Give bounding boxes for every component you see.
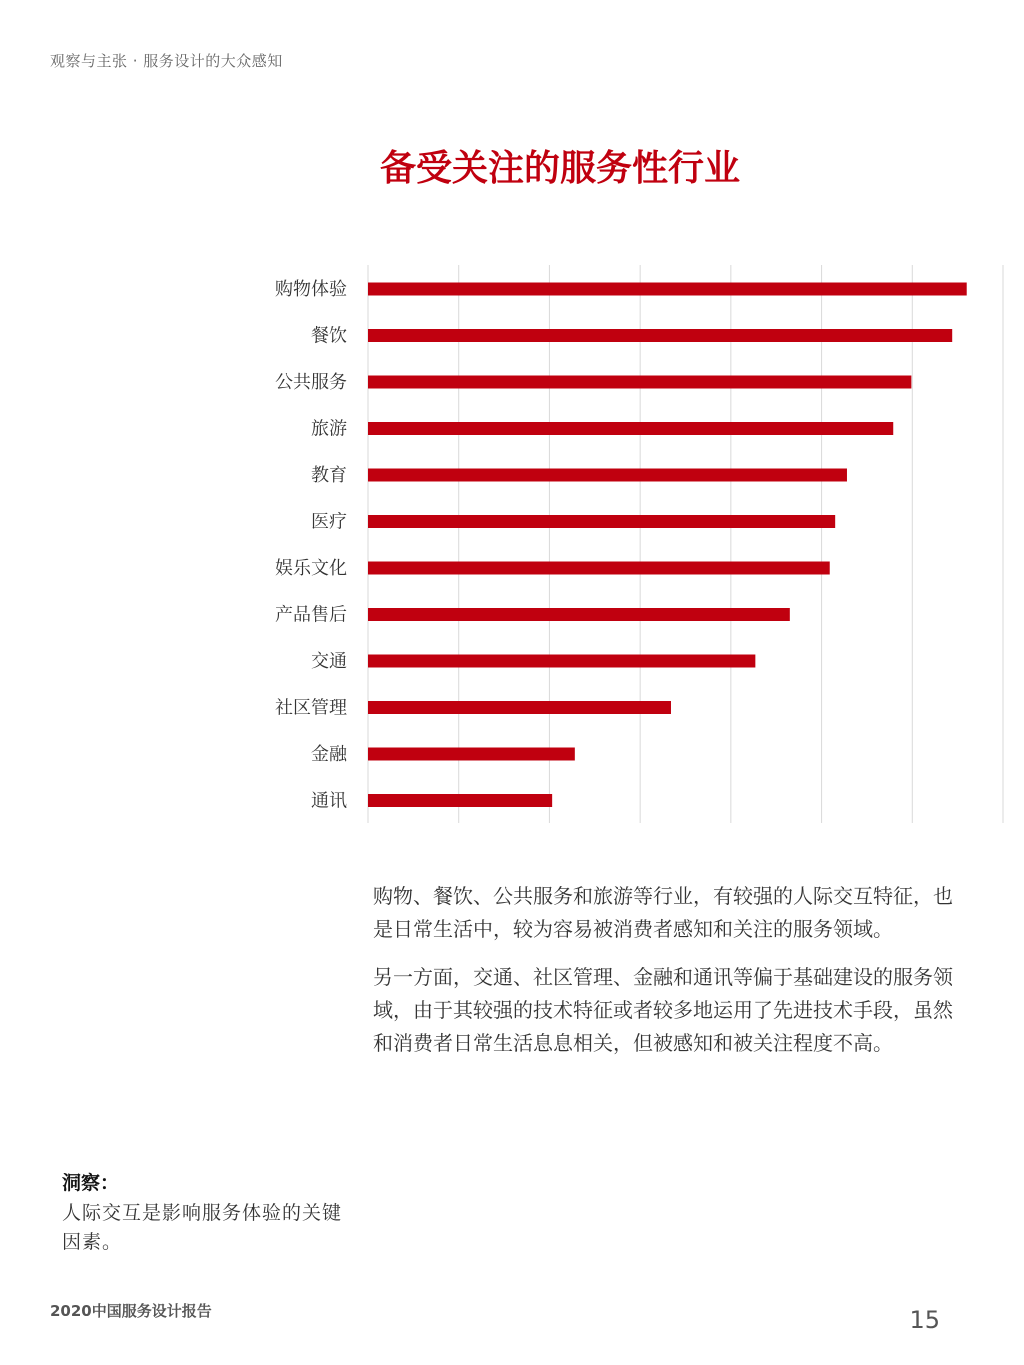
category-label-1: 餐饮 (311, 325, 347, 347)
category-label-9: 社区管理 (275, 697, 347, 719)
category-label-0: 购物体验 (275, 279, 347, 300)
bar-3 (368, 422, 893, 435)
category-label-2: 公共服务 (275, 372, 347, 393)
bar-10 (368, 748, 575, 761)
page-title: 备受关注的服务性行业 (379, 148, 740, 189)
category-label-7: 产品售后 (275, 604, 347, 626)
footer-report-title: 2020中国服务设计报告 (50, 1302, 212, 1320)
insight-heading: 洞察： (62, 1172, 120, 1194)
page-number: 15 (909, 1306, 940, 1334)
chart-grid (368, 265, 1003, 823)
body-text (373, 880, 958, 1075)
running-header: 观察与主张 · 服务设计的大众感知 (50, 52, 283, 70)
bar-1 (368, 329, 952, 342)
category-label-11: 通讯 (311, 790, 347, 812)
bar-11 (368, 794, 552, 807)
category-label-4: 教育 (311, 465, 347, 486)
bar-9 (368, 701, 671, 714)
category-label-10: 金融 (311, 744, 347, 765)
category-label-8: 交通 (311, 651, 347, 672)
bar-7 (368, 608, 790, 621)
bar-8 (368, 655, 755, 668)
bar-2 (368, 376, 911, 389)
insight-text: 人际交互是影响服务体验的关键因素。 (62, 1202, 343, 1253)
category-label-6: 娱乐文化 (275, 558, 347, 579)
bar-6 (368, 562, 830, 575)
bar-5 (368, 515, 835, 528)
bar-0 (368, 283, 967, 296)
category-label-5: 医疗 (311, 511, 347, 533)
insight-box (62, 1168, 352, 1257)
body-paragraph-1: 购物、餐饮、公共服务和旅游等行业，有较强的人际交互特征，也是日常生活中，较为容易被消费者感知和关注的服务领域。 (373, 884, 953, 941)
bar-4 (368, 469, 847, 482)
chart-bars (368, 283, 967, 808)
chart-category-labels (275, 279, 348, 812)
body-paragraph-2: 另一方面，交通、社区管理、金融和通讯等偏于基础建设的服务领域，由于其较强的技术特征或者较多地运用了先进技术手段，虽然和消费者日常生活息息相关，但被感知和被关注程度不高。 (373, 965, 953, 1055)
category-label-3: 旅游 (311, 418, 347, 440)
